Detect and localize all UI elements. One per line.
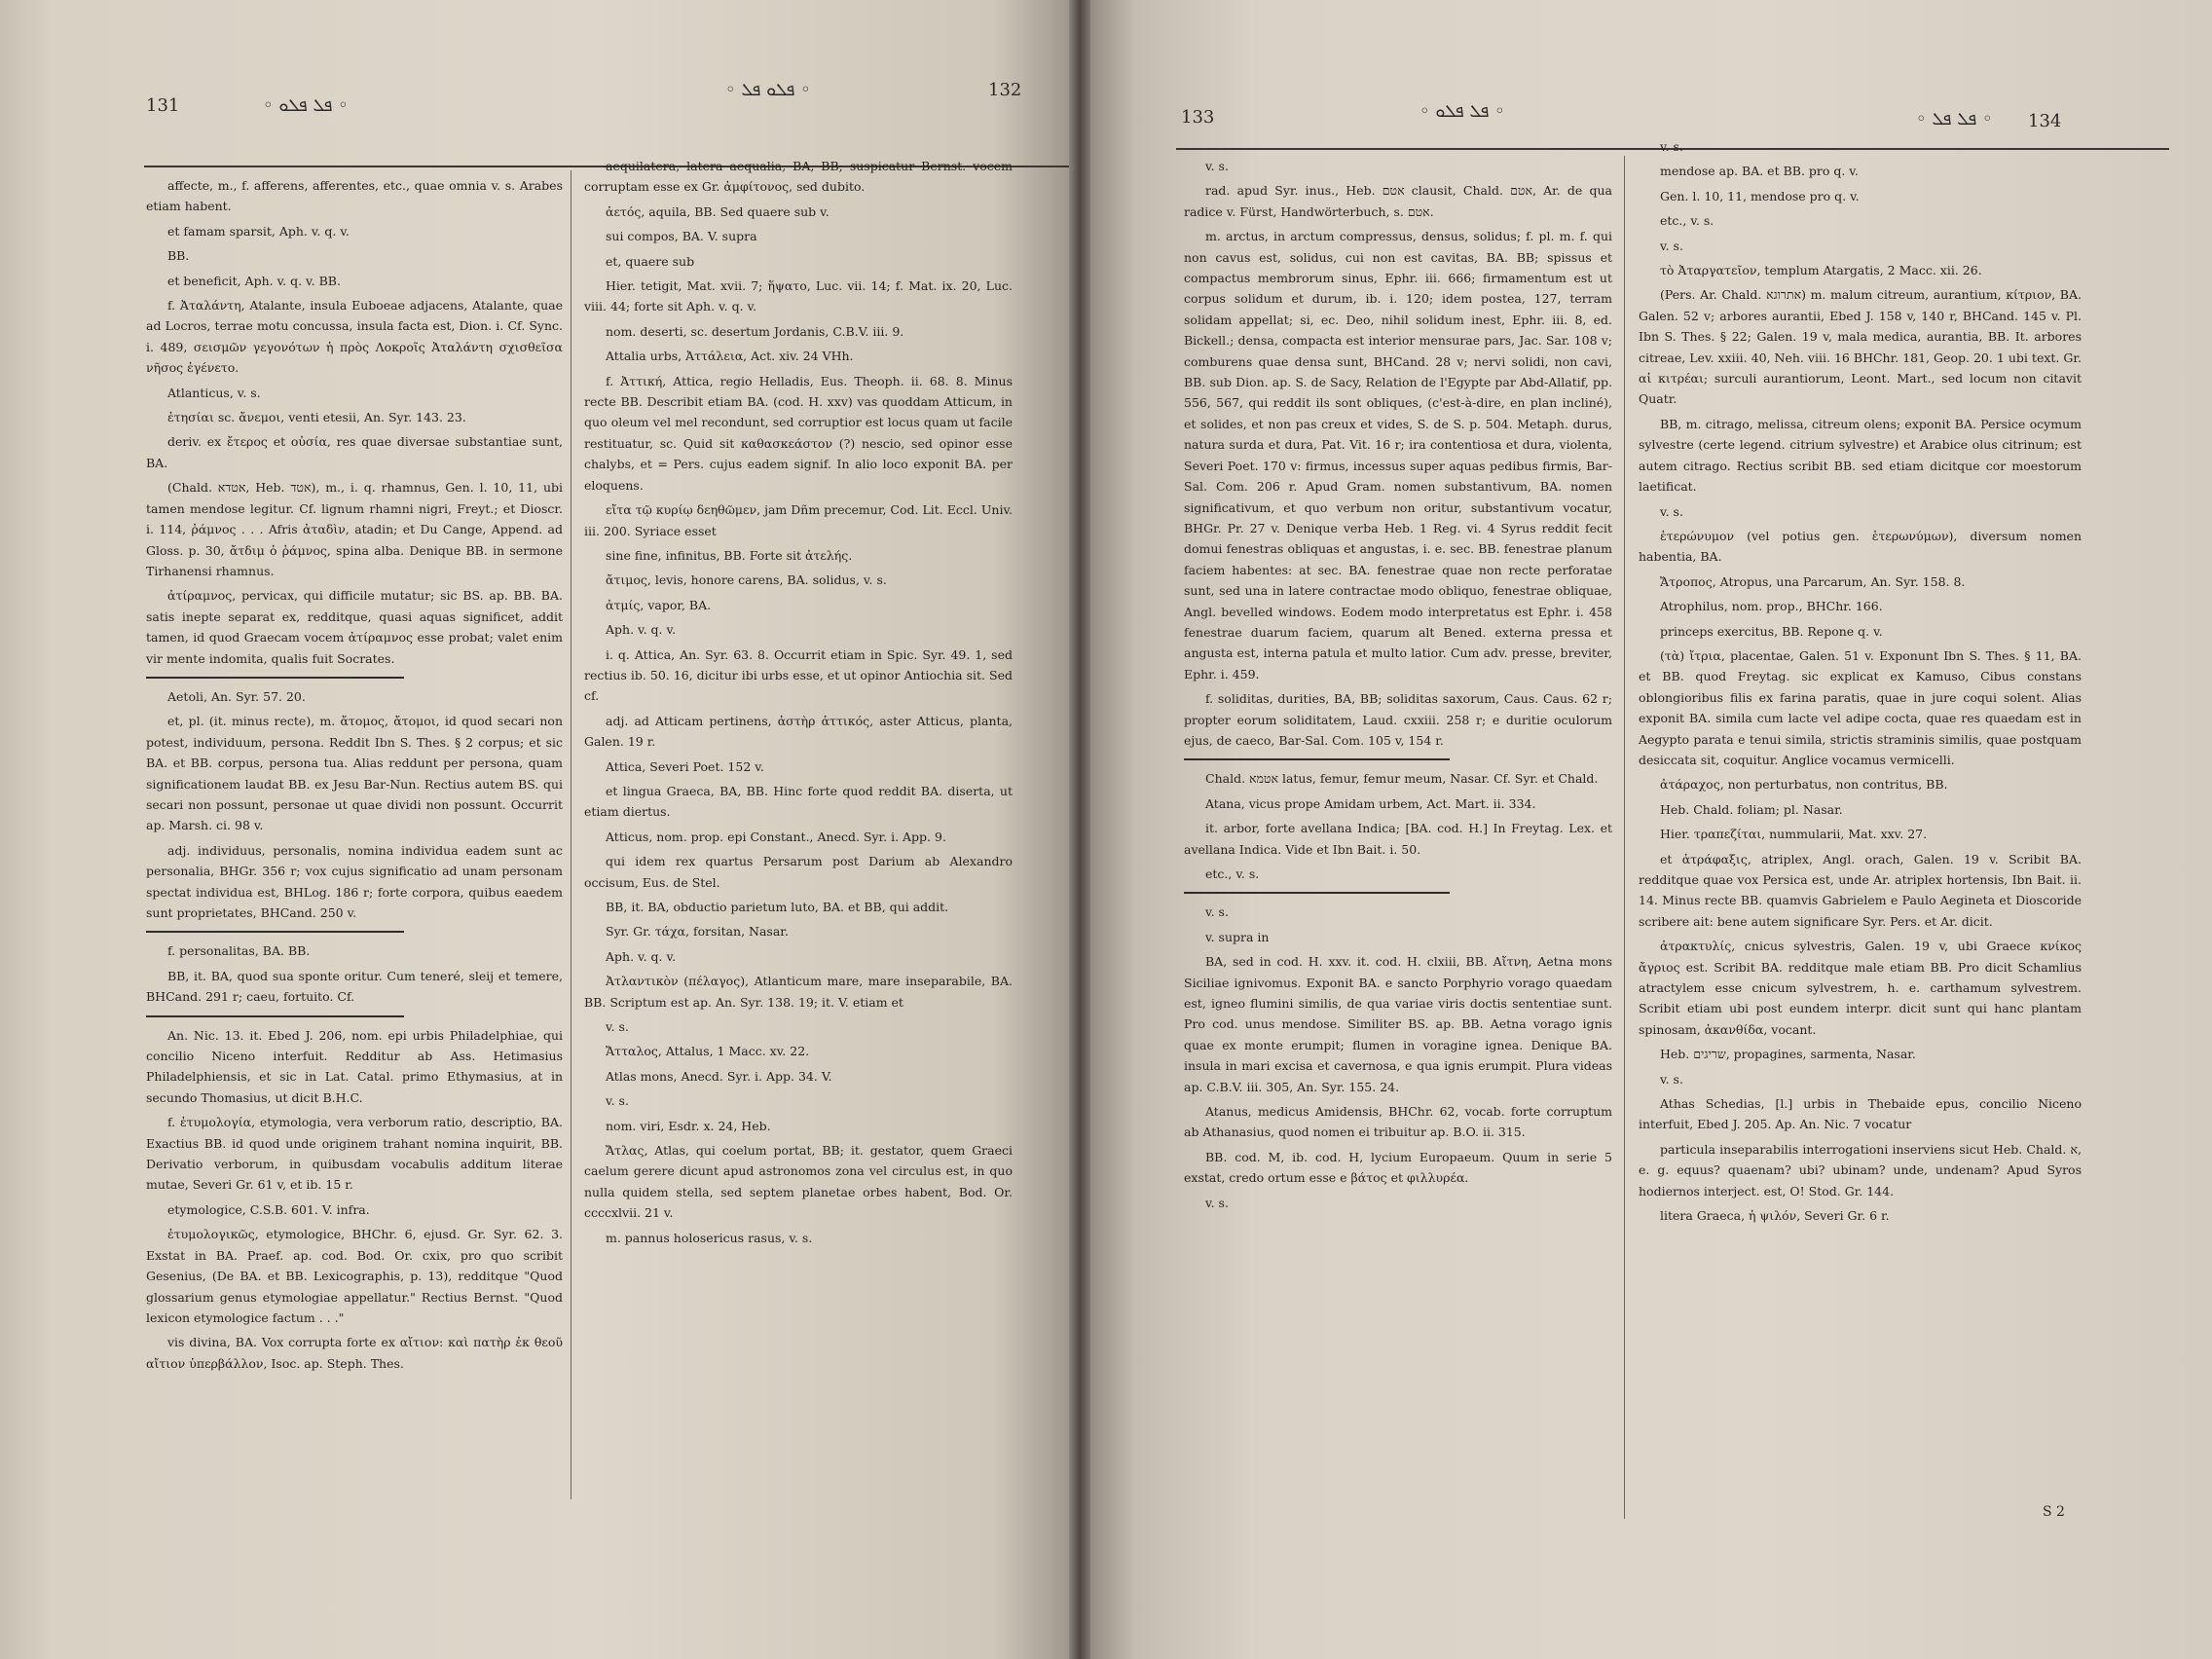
dictionary-entry: f. ἐτυμολογία, etymologia, vera verborum ratio, descriptio, BA. Exactius BB. id quod unde originem trahant nomina inquirit, BB. Derivatio verborum, in quibusdam vocabulis additum literae mutae, Severi Gr. 61 v, et ib. 15 r. <box>146 1115 563 1193</box>
dictionary-entry: nom. deserti, sc. desertum Jordanis, C.B.V. iii. 9. <box>606 323 904 339</box>
dictionary-entry: rad. apud Syr. inus., Heb. אטם clausit, Chald. אטם, Ar. de qua radice v. Fürst, Handwörterbuch, s. אטם. <box>1184 183 1612 219</box>
dictionary-entry: f. Ἀταλάντη, Atalante, insula Euboeae adjacens, Atalante, quae ad Locros, terrae motu concussa, insula facta est, Dion. i. Cf. Sync. i. 489, σεισμῶν γεγονότων ἡ πρὸς Λοκροῖς Ἀταλάντη σχισθεῖσα νῆσος ἐγένετο. <box>146 298 563 376</box>
dictionary-entry: Chald. אטמא latus, femur, femur meum, Nasar. Cf. Syr. et Chald. <box>1205 771 1599 787</box>
dictionary-entry: deriv. ex ἔτερος et οὐσία, res quae diversae substantiae sunt, BA. <box>146 434 563 470</box>
dictionary-entry: Atrophilus, nom. prop., BHChr. 166. <box>1660 599 1883 614</box>
dictionary-entry: et lingua Graeca, BA, BB. Hinc forte quod reddit BA. diserta, ut etiam diertus. <box>584 783 1013 820</box>
dictionary-entry: BB. <box>167 248 190 264</box>
dictionary-entry: et, pl. (it. minus recte), m. ἄτομος, ἄτομοι, id quod secari non potest, individuum, persona. Reddit Ibn S. Thes. § 2 corpus; et sic BA. et BB. corpus, persona tua. Alias reddunt per persona, quam significationem laudat BB. ex Jesu Bar-Nun. Rectius autem BS. qui secari non possunt, personae ut quae dividi non possunt. Occurrit ap. Marsh. ci. 98 v. <box>146 714 563 833</box>
dictionary-entry: mendose ap. BA. et BB. pro q. v. <box>1660 164 1859 179</box>
dictionary-entry: (τὰ) ἴτρια, placentae, Galen. 51 v. Exponunt Ibn S. Thes. § 11, BA. et BB. quod Freytag. sic explicat ex Kamuso, Cibus constans oblongioribus filis ex farina paratis, quae in jure coqui solent. Alias exponit BA. simila cum lacte vel adipe cocta, quae res quaedam est in Aegypto parata e tenui simila, strictis straminis similis, quae postquam desiccata sit, coquitur. Anglice vocamus vermicelli. <box>1639 647 2082 767</box>
dictionary-entry: Ἀτλαντικὸν (πέλαγος), Atlanticum mare, mare inseparabile, BA. BB. Scriptum est ap. An. Syr. 138. 19; it. V. etiam et <box>584 974 1013 1010</box>
running-head-right: ◦ ܦܠ ܦܠ ◦ <box>1916 109 1993 129</box>
dictionary-entry: (Pers. Ar. Chald. אתרוגא) m. malum citreum, aurantium, κίτριον, BA. Galen. 52 v; arbores aurantii, Ebed J. 158 v, 140 r, BHCand. 145 v. Pl. Ibn S. Thes. § 22; Galen. 19 v, mala medica, aurantia, BB. It. arbores citreae, Lev. xxiii. 40, Neh. viii. 16 BHChr. 181, Geop. 20. 1 ubi text. Gr. αἱ κιτρέαι; surculi aurantiorum, Leont. Mart., sed locum non citavit Quatr. <box>1639 287 2082 407</box>
dictionary-entry: ἀετός, aquila, BB. Sed quaere sub v. <box>606 203 830 219</box>
dictionary-entry: vis divina, BA. Vox corrupta forte ex αἴτιον: καὶ πατὴρ ἐκ θεοῦ αἴτιον ὑπερβάλλον, Isoc. ap. Steph. Thes. <box>146 1335 563 1371</box>
dictionary-entry: affecte, m., f. afferens, afferentes, etc., quae omnia v. s. Arabes etiam habent. <box>146 178 563 214</box>
dictionary-entry: Atlas mons, Anecd. Syr. i. App. 34. V. <box>606 1068 832 1084</box>
book-gutter <box>1069 0 1090 1659</box>
dictionary-entry: Aetoli, An. Syr. 57. 20. <box>167 688 306 704</box>
dictionary-entry: Atlanticus, v. s. <box>167 385 261 400</box>
dictionary-entry: ἄτιμος, levis, honore carens, BA. solidus, v. s. <box>606 572 887 588</box>
dictionary-entry: Hier. tetigit, Mat. xvii. 7; ἥψατο, Luc. vii. 14; f. Mat. ix. 20, Luc. viii. 44; forte sit Aph. v. q. v. <box>584 278 1013 314</box>
dictionary-entry: An. Nic. 13. it. Ebed J. 206, nom. epi urbis Philadelphiae, qui concilio Niceno interfuit. Redditur ab Ass. Hetimasius Philadelphiensis, et sic in Lat. Catal. primo Ethymasius, at in secundo Thomasius, ut dicit B.H.C. <box>146 1027 563 1105</box>
dictionary-entry: v. s. <box>606 1093 629 1109</box>
dictionary-entry: v. s. <box>1205 904 1229 920</box>
dictionary-entry: ἀτμίς, vapor, BA. <box>606 597 712 612</box>
dictionary-entry: qui idem rex quartus Persarum post Darium ab Alexandro occisum, Eus. de Stel. <box>584 854 1013 890</box>
dictionary-entry: Atticus, nom. prop. epi Constant., Anecd. Syr. i. App. 9. <box>606 829 946 844</box>
dictionary-entry: Ἄτροπος, Atropus, una Parcarum, An. Syr. 158. 8. <box>1660 573 1966 589</box>
dictionary-entry: v. supra in <box>1205 929 1270 944</box>
running-head-left: ◦ ܦܠ ܦܠܘ ◦ <box>263 95 349 116</box>
column-rule-right <box>1624 156 1625 1519</box>
dictionary-entry: f. soliditas, durities, BA, BB; soliditas saxorum, Caus. Caus. 62 r; propter eorum soliditatem, Laud. cxxiii. 258 r; e duritie oculorum ejus, de caeco, Bar-Sal. Com. 105 v, 154 r. <box>1184 691 1612 748</box>
dictionary-entry: v. s. <box>1660 238 1683 253</box>
dictionary-entry: Atanus, medicus Amidensis, BHChr. 62, vocab. forte corruptum ab Athanasius, quod nomen ei tribuitur ap. B.O. ii. 315. <box>1184 1104 1612 1140</box>
right-page <box>1079 0 2212 1659</box>
dictionary-entry: sine fine, infinitus, BB. Forte sit ἀτελής. <box>606 547 853 563</box>
dictionary-entry: ἀτάραχος, non perturbatus, non contritus, BB. <box>1660 777 1948 793</box>
page-number-132: 132 <box>988 80 1022 100</box>
dictionary-entry: it. arbor, forte avellana Indica; [BA. cod. H.] In Freytag. Lex. et avellana Indica. Vide et Ibn Bait. i. 50. <box>1184 821 1612 857</box>
dictionary-entry: etc., v. s. <box>1660 213 1714 229</box>
entry-separator-rule <box>1184 758 1450 760</box>
dictionary-entry: particula inseparabilis interrogationi inserviens sicut Heb. Chald. א, e. g. equus? quaenam? ubi? ubinam? unde, undenam? Apud Syros hodiernos interject. est, O! Stod. Gr. 144. <box>1639 1141 2082 1198</box>
dictionary-entry: τὸ Ἀταργατεῖον, templum Atargatis, 2 Macc. xii. 26. <box>1660 263 1982 278</box>
dictionary-entry: v. s. <box>1660 139 1683 154</box>
page-number-131: 131 <box>146 95 180 116</box>
dictionary-entry: et beneficit, Aph. v. q. v. BB. <box>167 273 341 288</box>
dictionary-entry: ἀτίραμνος, pervicax, qui difficile mutatur; sic BS. ap. BB. BA. satis inepte separat ex, redditque, quasi aquas significet, addit tamen, id quod Graecam vocem ἀτίραμνος esse probat; valet enim vir mente indomita, qualis fuit Socrates. <box>146 588 563 666</box>
dictionary-entry: BA, sed in cod. H. xxv. it. cod. H. clxiii, BB. Αἴτνη, Aetna mons Siciliae ignivomus. Exponit BA. e sancto Porphyrio vorago quaedam est, igneo flumini similis, de qua variae viris doctis sententiae sunt. Pro cod. unus mendose. Similiter BS. ap. BB. Aetna vorago ignis quae ex monte erumpit; flumen in voragine ignea. Denique BA. insula in mari excisa et cavernosa, e qua ignis erumpit. Plura videas ap. C.B.V. iii. 305, An. Syr. 155. 24. <box>1184 954 1612 1094</box>
dictionary-entry: et, quaere sub <box>606 253 695 269</box>
dictionary-entry: adj. individuus, personalis, nomina individua eadem sunt ac personalia, BHGr. 356 r; vox cujus significatio ad unam personam spectat individua est, BHLog. 186 r; forte corpora, quibus eaedem sunt proprietates, BHCand. 250 v. <box>146 842 563 920</box>
entry-separator-rule <box>146 931 404 933</box>
dictionary-column-4 <box>1639 136 2082 1499</box>
page-number-134: 134 <box>2028 111 2062 131</box>
dictionary-entry: Gen. l. 10, 11, mendose pro q. v. <box>1660 188 1860 203</box>
dictionary-entry: ἑτερώνυμον (vel potius gen. ἑτερωνύμων), diversum nomen habentia, BA. <box>1639 528 2082 565</box>
dictionary-entry: f. Ἀττική, Attica, regio Helladis, Eus. Theoph. ii. 68. 8. Minus recte BB. Describit etiam BA. (cod. H. xxv) vas quoddam Atticum, in quo oleum vel mel recondunt, sed corruptior est locus quam ut facile restituatur, sc. Quid sit καθασκεάστον (?) nescio, sed opinor esse chalybs, et = Pers. cujus eadem signif. In alio loco exponit BA. per eloquens. <box>584 373 1013 493</box>
dictionary-entry: etc., v. s. <box>1205 866 1260 881</box>
dictionary-entry: aequilatera, latera aequalia, BA, BB; suspicatur Bernst. vocem corruptam esse ex Gr. ἀμφίτονος, sed dubito. <box>584 159 1013 195</box>
dictionary-entry: ἐτησίαι sc. ἄνεμοι, venti etesii, An. Syr. 143. 23. <box>167 410 466 425</box>
dictionary-entry: nom. viri, Esdr. x. 24, Heb. <box>606 1118 771 1133</box>
dictionary-entry: ἐτυμολογικῶς, etymologice, BHChr. 6, ejusd. Gr. Syr. 62. 3. Exstat in BA. Praef. ap. cod. Bod. Or. cxix, pro quo scribit Gesenius, (De BA. et BB. Lexicographis, p. 13), redditque "Quod glossarium genus etymologiae appellatur." Rectius Bernst. "Quod lexicon etymologice factum . . ." <box>146 1227 563 1325</box>
dictionary-entry: v. s. <box>1205 1195 1229 1210</box>
dictionary-entry: Athas Schedias, [l.] urbis in Thebaide epus, concilio Niceno interfuit, Ebed J. 205. Ap. An. Nic. 7 vocatur <box>1639 1096 2082 1132</box>
entry-separator-rule <box>146 677 404 679</box>
dictionary-entry: adj. ad Atticam pertinens, ἀστὴρ ἀττικός, aster Atticus, planta, Galen. 19 r. <box>584 713 1013 750</box>
dictionary-entry: Aph. v. q. v. <box>606 948 677 964</box>
dictionary-entry: m. pannus holosericus rasus, v. s. <box>606 1230 813 1245</box>
dictionary-entry: ἀτρακτυλίς, cnicus sylvestris, Galen. 19 v, ubi Graece κνίκος ἄγριος est. Scribit BA. redditque male etiam BB. Pro dicit Schamlius atractylem esse cnicum sylvestrem, h. e. carthamum sylvestrem. Scribit etiam ubi post eundem interpr. dicit sunt qui hanc plantam spinosam, ἀκανθίδα, vocant. <box>1639 939 2082 1037</box>
dictionary-entry: BB, it. BA, quod sua sponte oritur. Cum teneré, sleij et temere, BHCand. 291 r; caeu, fortuito. Cf. <box>146 968 563 1005</box>
dictionary-entry: BB, it. BA, obductio parietum luto, BA. et BB, qui addit. <box>606 900 949 914</box>
signature-mark: S 2 <box>2043 1504 2065 1520</box>
dictionary-entry: Aph. v. q. v. <box>606 622 677 638</box>
dictionary-entry: Heb. Chald. foliam; pl. Nasar. <box>1660 801 1843 817</box>
running-head-center-right: ◦ ܦܠ ܦܠܘ ◦ <box>1419 101 1505 122</box>
dictionary-entry: εἴτα τῷ κυρίῳ δεηθῶμεν, jam Dñm precemur, Cod. Lit. Eccl. Univ. iii. 200. Syriace esset <box>584 502 1013 538</box>
entry-separator-rule <box>146 1015 404 1017</box>
dictionary-entry: v. s. <box>1660 1071 1683 1087</box>
left-page <box>0 0 1079 1659</box>
dictionary-entry: Ἄτταλος, Attalus, 1 Macc. xv. 22. <box>606 1044 810 1059</box>
dictionary-entry: i. q. Attica, An. Syr. 63. 8. Occurrit etiam in Spic. Syr. 49. 1, sed rectius ib. 50. 16, dicitur ibi urbs esse, et ut opinor Antiochia sit. Sed cf. <box>584 646 1013 704</box>
dictionary-entry: BB, m. citrago, melissa, citreum olens; exponit BA. Persice ocymum sylvestre (certe legend. citrium sylvestre) et Arabice olus citrinum; est autem citrago. Rectius scribit BB. sed etiam dicitque cor moestorum laetificat. <box>1639 416 2082 495</box>
dictionary-entry: litera Graeca, ἡ ψιλόν, Severi Gr. 6 r. <box>1660 1208 1890 1224</box>
dictionary-entry: et famam sparsit, Aph. v. q. v. <box>167 223 350 239</box>
dictionary-entry: m. arctus, in arctum compressus, densus, solidus; f. pl. m. f. qui non cavus est, solidus, cui non est cavitas, BA. BB; spissus et compactus membrorum sinus, Ephr. iii. 666; firmamentum est ut corpus solidum et durum, ib. i. 120; idem postea, 127, terram solidam appellat; si, ec. Deo, nihil solidum inest, Ephr. iii. 8, ed. Bickell.; densa, compacta est interior mensurae pars, Jac. Sar. 108 v; comburens quae densa sunt, BHCand. 28 v; nervi solidi, non cavi, BB. sub Dion. ap. S. de Sacy, Relation de l'Egypte par Abd-Allatif, pp. 556, 567, qui reddit ils sont obliques, (c'est-à-dire, en plan incliné), et solides, et non pas creux et vides, S. de S. p. 504. Metaph. durus, natura surda et dura, Pat. Vit. 16 r; ira contentiosa et dura, violenta, Severi Poet. 170 v: firmus, incessus super aquas pedibus firmis, Bar-Sal. Com. 206 r. Apud Gram. nomen substantivum, BA. nomen significativum, et quo verbum non oritur, substantivum vocatur, BHGr. Pr. 27 v. Denique verba Heb. 1 Reg. vi. 4 Syrus reddit fecit domui fenestras obliquas et angustas, i. e. sec. BB. fenestrae planum faciem habentes: at sec. BA. fenestrae quae non recte perforatae sunt, sed una in latere contractae modo obliquo, fenestrae obliquae, Angl. bevelled windows. Eodem modo interpretatus est Ephr. i. 458 fenestrae duarum faciem, quarum alt Bened. externa pressa et angusta est, interna patula et multo latior. Cum adv. presse, breviter, Ephr. i. 459. <box>1184 229 1612 682</box>
page-number-133: 133 <box>1181 107 1215 128</box>
dictionary-entry: f. personalitas, BA. BB. <box>167 943 311 959</box>
dictionary-entry: Syr. Gr. τάχα, forsitan, Nasar. <box>606 924 789 940</box>
dictionary-entry: princeps exercitus, BB. Repone q. v. <box>1660 623 1883 639</box>
dictionary-entry: etymologice, C.S.B. 601. V. infra. <box>167 1201 370 1217</box>
entry-separator-rule <box>1184 892 1450 894</box>
dictionary-entry: Hier. τραπεζίται, nummularii, Mat. xxv. 27. <box>1660 827 1928 842</box>
dictionary-entry: BB. cod. M, ib. cod. H, lycium Europaeum. Quum in serie 5 exstat, credo ortum esse e βάτος et φιλλυρέα. <box>1184 1149 1612 1186</box>
dictionary-entry: Atana, vicus prope Amidam urbem, Act. Mart. ii. 334. <box>1205 795 1536 811</box>
dictionary-entry: sui compos, BA. V. supra <box>606 229 757 244</box>
dictionary-column-3 <box>1184 156 1612 1509</box>
dictionary-entry: Attica, Severi Poet. 152 v. <box>606 758 764 774</box>
dictionary-entry: (Chald. אטדא, Heb. אטד), m., i. q. rhamnus, Gen. l. 10, 11, ubi tamen mendose legitur. Cf. lignum rhamni nigri, Freyt.; et Dioscr. i. 114, ῥάμνος . . . Afris ἀταδὶν, atadin; et Du Cange, Append. ad Gloss. p. 30, ἄτδιμ ὁ ῥάμνος, spina alba. Denique BB. in sermone Tirhanensi rhamnus. <box>146 480 563 578</box>
dictionary-entry: Heb. שריגים, propagines, sarmenta, Nasar. <box>1660 1047 1916 1062</box>
dictionary-entry: Attalia urbs, Ἀττάλεια, Act. xiv. 24 VHh. <box>606 349 854 364</box>
dictionary-entry: Ἄτλας, Atlas, qui coelum portat, BB; it. gestator, quem Graeci caelum gerere dicunt apud astronomos zona vel circulus est, in quo nulla quidem stella, sed septem planetae orbes habent, Bod. Or. ccccxlvii. 21 v. <box>584 1143 1013 1221</box>
running-head-center-left: ◦ ܦܠܘ ܦܠ ◦ <box>725 80 811 100</box>
dictionary-entry: et ἀτράφαξις, atriplex, Angl. orach, Galen. 19 v. Scribit BA. redditque quae vox Persica est, unde Ar. atriplex hortensis, Ibn Bait. ii. 14. Minus recte BB. quamvis Gabrielem e Paulo Aegineta et Dioscoride scribere ait: bene autem significare Syr. Pers. et Ar. dicit. <box>1639 851 2082 929</box>
dictionary-column-1 <box>146 175 563 1499</box>
dictionary-entry: v. s. <box>606 1019 629 1035</box>
dictionary-entry: v. s. <box>1205 159 1229 173</box>
dictionary-column-2 <box>584 156 1013 1499</box>
dictionary-entry: v. s. <box>1660 503 1683 519</box>
